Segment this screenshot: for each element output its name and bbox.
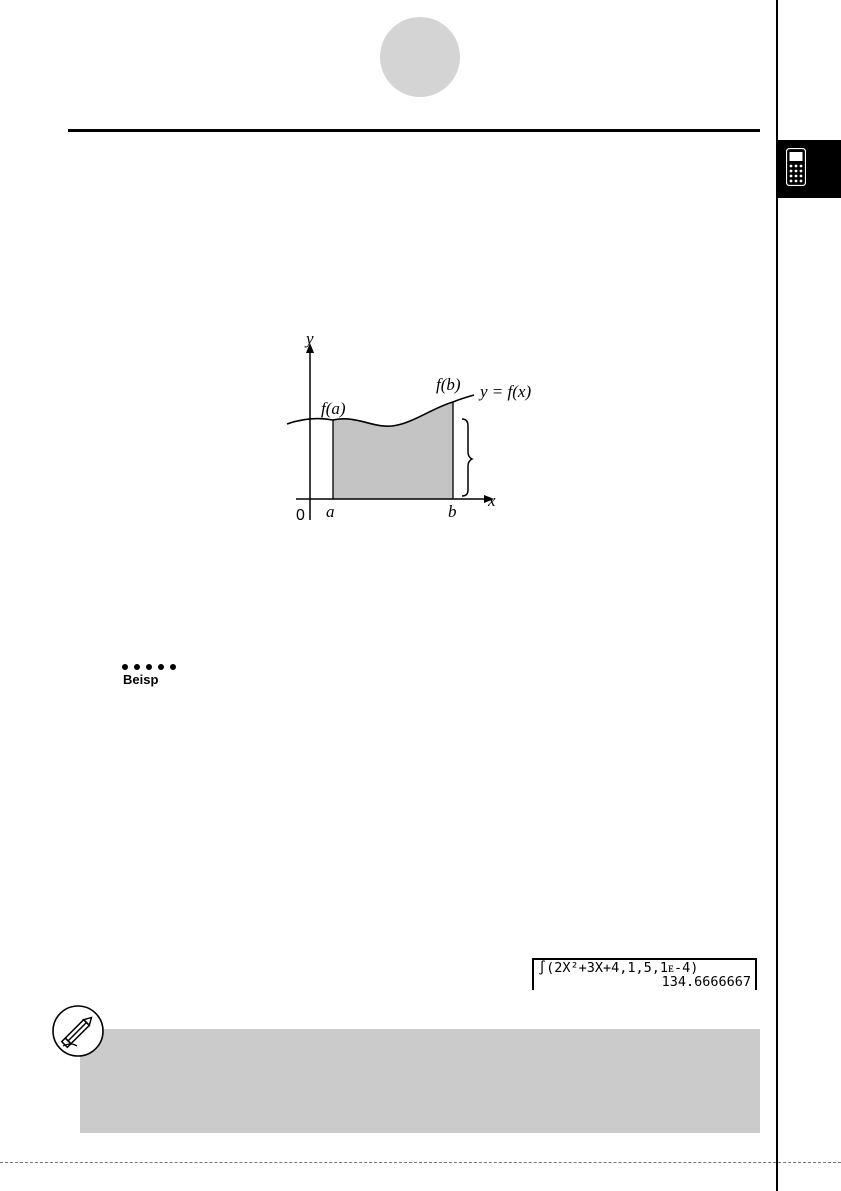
- calculator-screen: [532, 958, 757, 990]
- integration-figure: [272, 320, 572, 545]
- calculator-screen-result: 134.6666667: [661, 974, 751, 990]
- calculator-icon: [786, 148, 806, 186]
- f-b-label: f(b): [436, 375, 461, 394]
- shaded-area: [333, 402, 453, 499]
- calculator-screen-line1: ∫(2X²+3X+4,1,5,1ᴇ-4): [538, 960, 699, 976]
- origin-label: 0: [296, 507, 305, 524]
- b-label: b: [448, 502, 457, 521]
- x-axis-label: x: [488, 491, 496, 510]
- f-a-label: f(a): [321, 399, 346, 418]
- chapter-tab[interactable]: [778, 140, 841, 198]
- note-box: [80, 1029, 760, 1133]
- example-label: Beisp: [123, 672, 159, 687]
- header-decoration-circle: [380, 17, 460, 97]
- header-rule: [68, 129, 760, 132]
- bottom-cut-line: [0, 1162, 841, 1163]
- a-label: a: [326, 502, 335, 521]
- y-axis-label: y: [306, 329, 314, 348]
- height-brace: [462, 419, 472, 496]
- curve-label: y = f(x): [480, 382, 532, 401]
- pencil-note-icon: [51, 1004, 105, 1058]
